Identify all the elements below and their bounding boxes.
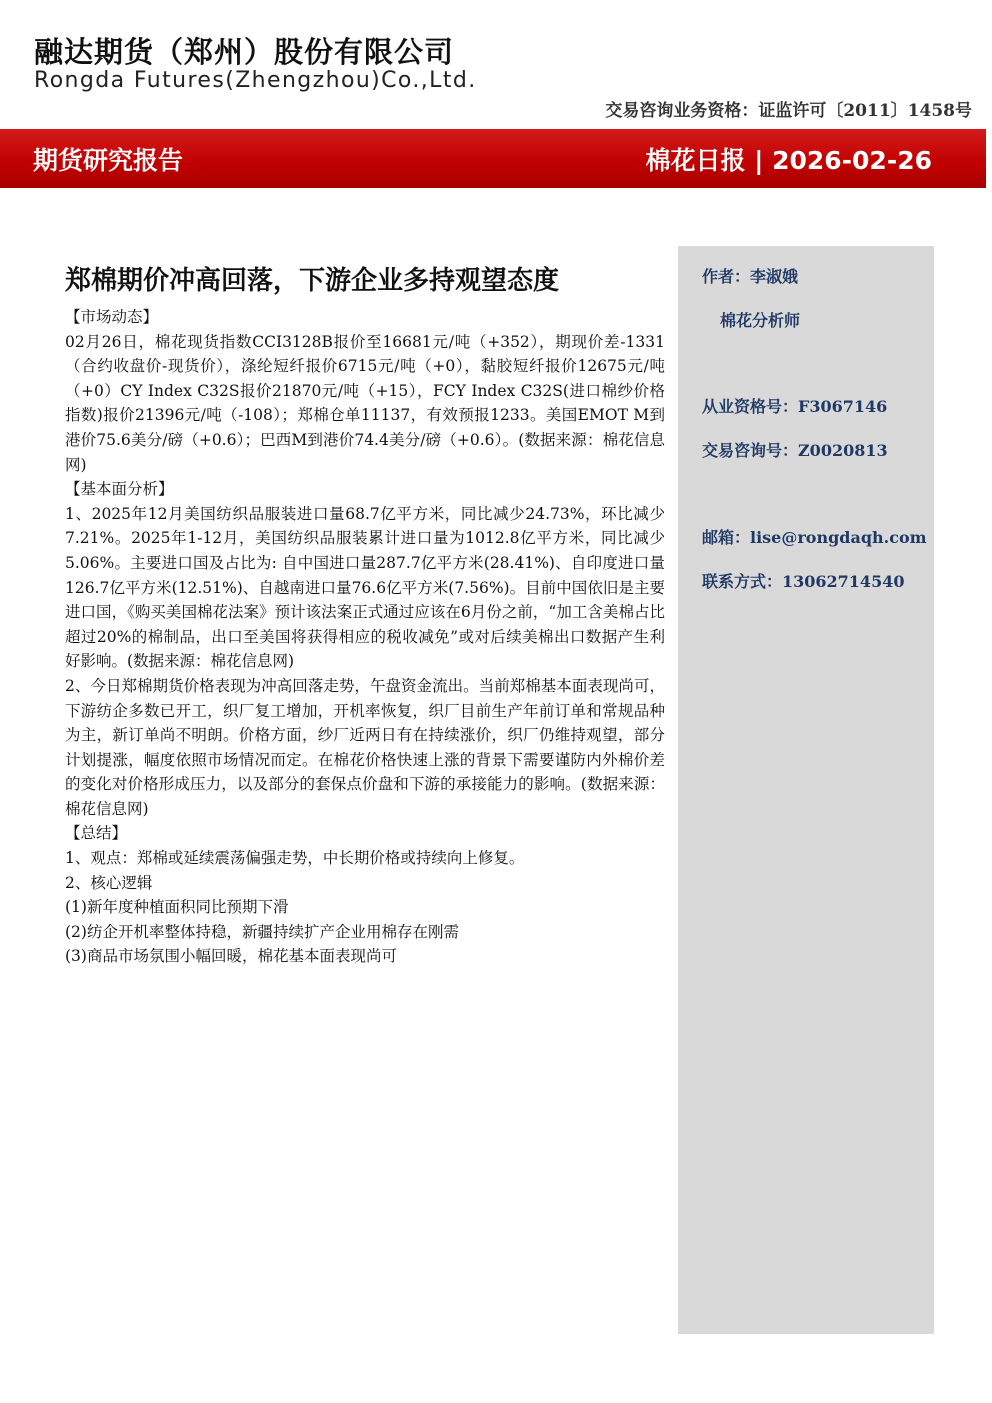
summary-logic-heading: 2、核心逻辑: [65, 873, 153, 892]
qualification-number: 从业资格号：F3067146: [702, 397, 888, 416]
author-name: 作者：李淑娥: [702, 267, 799, 286]
section-heading-market: 【市场动态】: [65, 308, 159, 326]
paragraph-market: 02月26日，棉花现货指数CCI3128B报价至16681元/吨（+352），期现价差-1331（合约收盘价-现货价），涤纶短纤报价6715元/吨（+0），黏胶短纤报价12675元/吨（+0）CY Index C32S报价21870元/吨（+15），FCY Index C32S(进口棉纱价格指数)报价21396元/吨（-108）；郑棉仓单11137，有效预报1233。美国EMOT M到港价75.6美分/磅（+0.6）；巴西M到港价74.4美分/磅（+0.6）。(数据来源：棉花信息网): [65, 332, 665, 474]
report-body: [65, 260, 665, 969]
author-sidebar: [678, 246, 934, 1334]
summary-logic-item: (1)新年度种植面积同比预期下滑: [65, 898, 289, 917]
report-headline: 郑棉期价冲高回落，下游企业多持观望态度: [65, 266, 560, 296]
section-heading-fundamentals: 【基本面分析】: [65, 480, 174, 499]
summary-view: 1、观点：郑棉或延续震荡偏强走势，中长期价格或持续向上修复。: [65, 849, 525, 868]
company-name-en: Rongda Futures(Zhengzhou)Co.,Ltd.: [34, 68, 477, 93]
consult-number: 交易咨询号：Z0020813: [702, 441, 888, 460]
author-phone: 联系方式：13062714540: [702, 572, 905, 591]
summary-logic-item: (3)商品市场氛围小幅回暖，棉花基本面表现尚可: [65, 947, 397, 966]
paragraph-fundamentals-1: 1、2025年12月美国纺织品服装进口量68.7亿平方米，同比减少24.73%，环比减少7.21%。2025年1-12月，美国纺织品服装累计进口量为1012.8亿平方米，同比减少5.06%。主要进口国及占比为: 自中国进口量287.7亿平方米(28.41%)、自印度进口量126.7亿平方米(12.51%)、自越南进口量76.6亿平方米(7.56%)。目前中国依旧是主要进口国，《购买美国棉花法案》预计该法案正式通过应该在6月份之前，“加工含美棉占比超过20%的棉制品，出口至美国将获得相应的税收减免”或对后续美棉出口数据产生利好影响。(数据来源：棉花信息网): [65, 504, 665, 671]
report-banner: [0, 129, 986, 188]
report-type: 期货研究报告: [33, 146, 184, 175]
license-info: 交易咨询业务资格：证监许可〔2011〕1458号: [605, 101, 972, 121]
section-heading-summary: 【总结】: [65, 824, 128, 843]
summary-logic-item: (2)纺企开机率整体持稳，新疆持续扩产企业用棉存在刚需: [65, 922, 459, 941]
author-role: 棉花分析师: [720, 311, 801, 330]
author-email: 邮箱：lise@rongdaqh.com: [702, 528, 927, 547]
paragraph-fundamentals-2: 2、今日郑棉期货价格表现为冲高回落走势，午盘资金流出。当前郑棉基本面表现尚可，下游纺企多数已开工，织厂复工增加，开机率恢复，织厂目前生产年前订单和常规品种为主，新订单尚不明朗。价格方面，纱厂近两日有在持续涨价，织厂仍维持观望，部分计划提涨，幅度依照市场情况而定。在棉花价格快速上涨的背景下需要谨防内外棉价差的变化对价格形成压力，以及部分的套保点价盘和下游的承接能力的影响。(数据来源：棉花信息网): [65, 676, 665, 818]
report-title-date: 棉花日报 | 2026-02-26: [645, 146, 932, 175]
company-name-cn: 融达期货（郑州）股份有限公司: [34, 35, 455, 69]
